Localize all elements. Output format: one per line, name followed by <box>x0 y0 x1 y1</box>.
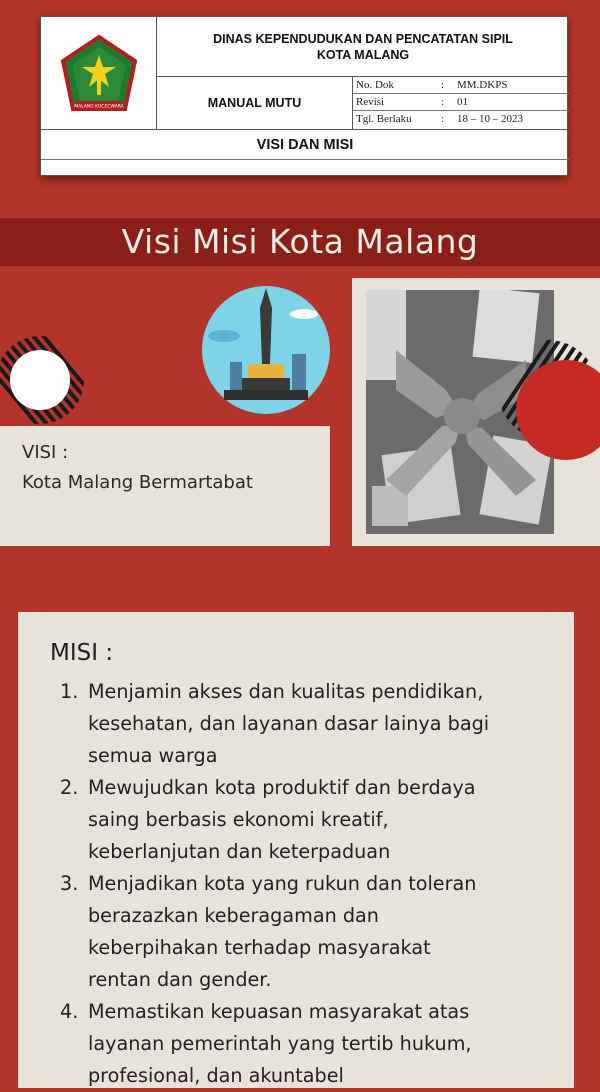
misi-item-line: Memastikan kepuasan masyarakat atas <box>88 1000 470 1023</box>
section-title: VISI DAN MISI <box>41 129 569 159</box>
misi-item-line: saing berbasis ekonomi kreatif, <box>88 808 389 831</box>
meta-key: No. Dok <box>356 79 394 91</box>
meta-value: MM.DKPS <box>457 79 508 91</box>
divider <box>41 159 569 160</box>
page-title: Visi Misi Kota Malang <box>121 222 479 261</box>
document-meta-table <box>353 77 569 129</box>
misi-item-line: keberpihakan terhadap masyarakat <box>88 936 431 959</box>
misi-item <box>60 996 560 1092</box>
meta-key: Tgl. Berlaku <box>356 113 412 125</box>
tugu-monument-illustration-icon <box>196 284 336 416</box>
misi-item <box>60 868 560 996</box>
misi-item-line: layanan pemerintah yang tertib hukum, <box>88 1032 472 1055</box>
meta-row-effective-date <box>353 111 569 129</box>
misi-item <box>60 676 560 772</box>
misi-item-line: keberlanjutan dan keterpaduan <box>88 840 391 863</box>
meta-row-revision <box>353 94 569 111</box>
misi-item-number: 2. <box>60 776 79 799</box>
manual-label: MANUAL MUTU <box>157 77 353 129</box>
misi-item <box>60 772 560 868</box>
malang-city-emblem-icon <box>41 17 157 129</box>
misi-item-line: Mewujudkan kota produktif dan berdaya <box>88 776 476 799</box>
organization-name: DINAS KEPENDUDUKAN DAN PENCATATAN SIPIL <box>213 31 513 46</box>
document-header-card <box>40 16 568 176</box>
misi-item-line: berazazkan keberagaman dan <box>88 904 379 927</box>
misi-item-number: 4. <box>60 1000 79 1023</box>
misi-title: MISI : <box>50 640 114 666</box>
misi-item-number: 1. <box>60 680 79 703</box>
striped-circle-decoration-icon <box>0 332 90 428</box>
misi-list <box>60 676 560 1092</box>
misi-item-line: profesional, dan akuntabel <box>88 1064 344 1087</box>
meta-separator: : <box>441 113 445 125</box>
misi-item-line: kesehatan, dan layanan dasar lainya bagi <box>88 712 490 735</box>
misi-item-line: Menjamin akses dan kualitas pendidikan, <box>88 680 484 703</box>
visi-label: VISI : <box>22 442 69 463</box>
meta-key: Revisi <box>356 96 385 108</box>
misi-item-number: 3. <box>60 872 79 895</box>
organization-cell <box>157 17 569 77</box>
organization-city: KOTA MALANG <box>316 47 410 62</box>
meta-separator: : <box>441 79 445 91</box>
logo-cell <box>41 17 157 129</box>
misi-item-line: Menjadikan kota yang rukun dan toleran <box>88 872 477 895</box>
misi-item-line: rentan dan gender. <box>88 968 272 991</box>
misi-item-line: semua warga <box>88 744 218 767</box>
red-circle-decoration-icon <box>494 318 600 468</box>
visi-text: Kota Malang Bermartabat <box>22 472 253 493</box>
meta-row-doc-number <box>353 77 569 94</box>
meta-value: 01 <box>457 96 468 108</box>
meta-value: 18 – 10 – 2023 <box>457 113 523 125</box>
logo-motto: MALANG KUCECWARA <box>74 104 124 110</box>
meta-separator: : <box>441 96 445 108</box>
